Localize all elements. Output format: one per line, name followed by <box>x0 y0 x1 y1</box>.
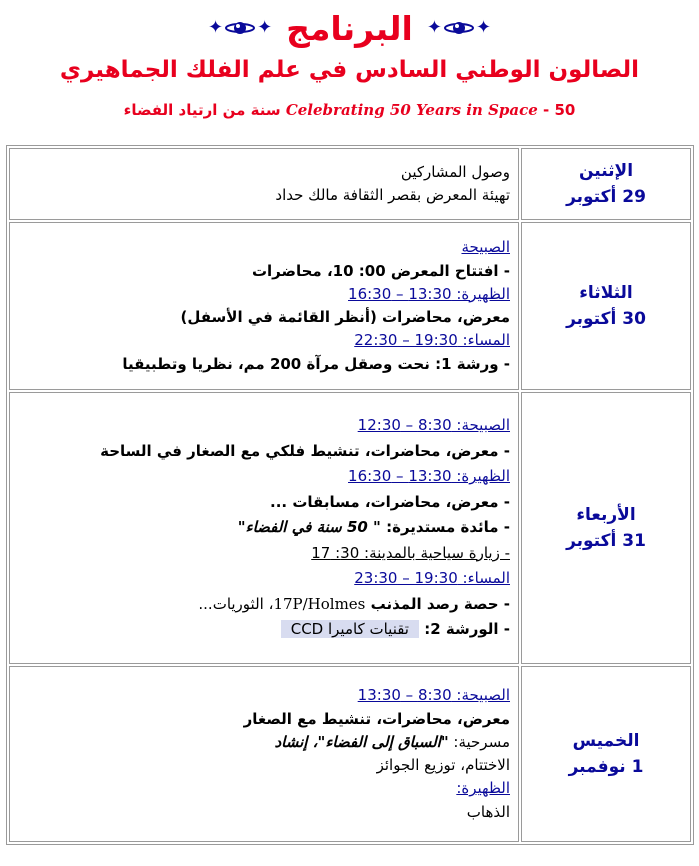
day-schedule <box>9 222 519 390</box>
tour-line: - زيارة سياحية بالمدينة: 30: 17 <box>311 543 510 562</box>
day-name: الخميس <box>572 730 640 751</box>
schedule-line: - معرض، محاضرات، مسابقات ... <box>270 492 510 511</box>
round-table-label: - مائدة مستديرة: <box>380 518 510 537</box>
time-slot-heading: الصبيحة: 8:30 – 13:30 <box>357 686 510 705</box>
star-icon: ✦ <box>475 17 492 38</box>
tagline-arabic: 50 سنة من ارتياد الفضاء <box>123 101 576 119</box>
schedule-line: الاختتام، توزيع الجوائز <box>376 756 510 774</box>
star-icon: ✦ <box>426 17 442 38</box>
ccd-highlight: تقنيات كاميرا CCD <box>281 620 419 638</box>
day-date: 1 نوفمبر <box>568 757 644 777</box>
day-cell <box>521 392 691 664</box>
day-date: 30 أكتوبر <box>566 309 646 329</box>
program-table <box>6 145 694 845</box>
table-row <box>9 222 691 390</box>
schedule-line: معرض، محاضرات، تنشيط مع الصغار <box>243 709 510 728</box>
day-name: الأربعاء <box>576 504 636 525</box>
schedule-line: تهيئة المعرض بقصر الثقافة مالك حداد <box>275 186 510 204</box>
table-row <box>9 392 691 664</box>
day-date: 31 أكتوبر <box>566 531 646 551</box>
time-slot-heading: المساء: 19:30 – 22:30 <box>354 331 510 350</box>
day-schedule <box>9 666 519 842</box>
schedule-line: - معرض، محاضرات، تنشيط فلكي مع الصغار في الساحة <box>100 441 510 460</box>
tagline-english: Celebrating 50 Years in Space <box>285 101 538 119</box>
play-label: مسرحية: <box>448 732 510 751</box>
day-cell <box>521 222 691 390</box>
page-subtitle: الصالون الوطني السادس في علم الفلك الجماهيري <box>59 57 640 83</box>
ornament-left <box>427 19 491 37</box>
schedule-line <box>18 617 510 643</box>
schedule-line: - افتتاح المعرض 00: 10، محاضرات <box>251 261 510 280</box>
time-slot-heading: المساء: 19:30 – 23:30 <box>354 569 510 588</box>
time-slot-heading: الصبيحة <box>461 238 510 257</box>
comet-label: - حصة رصد المذنب <box>365 594 510 613</box>
schedule-line: الذهاب <box>466 802 510 821</box>
day-schedule <box>9 148 519 220</box>
time-slot-heading: الظهيرة: 13:30 – 16:30 <box>348 467 510 486</box>
tagline-separator: - <box>537 101 555 119</box>
day-cell <box>521 666 691 842</box>
workshop-label: - الورشة 2: <box>418 620 510 639</box>
star-icon: ✦ <box>207 17 224 38</box>
table-row <box>9 666 691 842</box>
schedule-line <box>18 592 510 618</box>
table-row <box>9 148 691 220</box>
schedule-line: معرض، محاضرات (أنظر القائمة في الأسفل) <box>180 308 510 326</box>
comet-name: 17P/Holmes <box>273 594 366 613</box>
day-cell <box>521 148 691 220</box>
planet-icon <box>225 19 255 37</box>
time-slot-heading: الظهيرة: <box>456 779 510 798</box>
round-table-topic: " 50 سنة في الفضاء" <box>237 518 381 537</box>
day-date: 29 أكتوبر <box>566 187 646 207</box>
ornament-right <box>208 19 272 37</box>
tagline <box>0 101 699 119</box>
page-title: البرنامج <box>286 8 413 48</box>
time-slot-heading: الظهيرة: 13:30 – 16:30 <box>348 284 510 303</box>
time-slot-heading: الصبيحة: 8:30 – 12:30 <box>357 416 510 435</box>
comet-extra: ، الثوريات... <box>198 594 274 613</box>
schedule-line: - ورشة 1: نحت وصقل مرآة 200 مم، نظريا وتطبيقيا <box>122 354 510 373</box>
schedule-line: وصول المشاركين <box>400 162 510 181</box>
schedule-line <box>18 731 510 754</box>
planet-icon <box>444 19 474 37</box>
play-title: "السباق إلى الفضاء"، إنشاد <box>274 732 449 751</box>
day-schedule <box>9 392 519 664</box>
day-name: الإثنين <box>578 160 634 181</box>
title-row <box>0 6 699 50</box>
schedule-line <box>18 515 510 541</box>
day-name: الثلاثاء <box>579 282 633 303</box>
star-icon: ✦ <box>257 17 273 38</box>
